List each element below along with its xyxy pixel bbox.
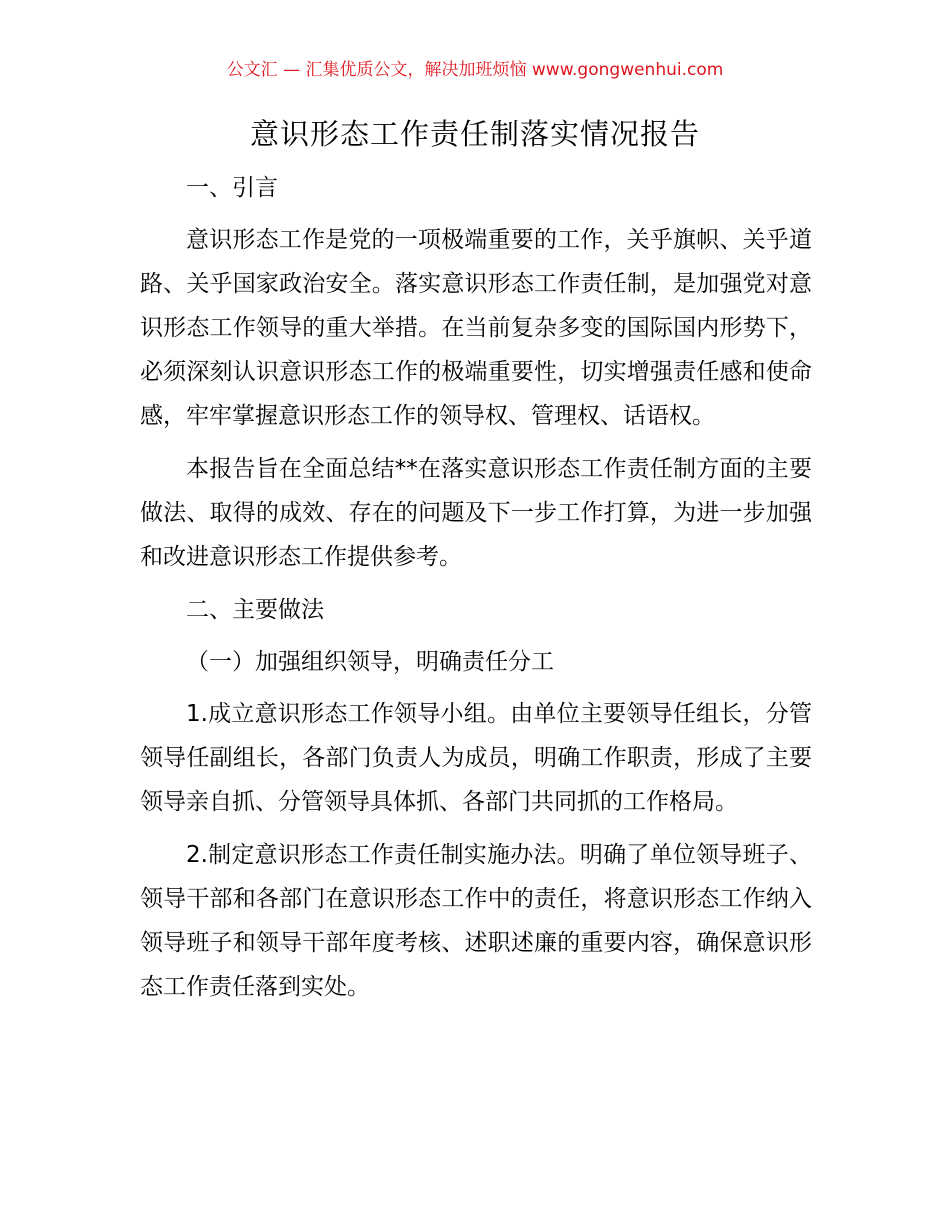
paragraph-intro-1: 意识形态工作是党的一项极端重要的工作，关乎旗帜、关乎道路、关乎国家政治安全。落实意识形态工作责任制，是加强党对意识形态工作领导的重大举措。在当前复杂多变的国际国内形势下，必须深刻认识意识形态工作的极端重要性，切实增强责任感和使命感，牢牢掌握意识形态工作的领导权、管理权、话语权。: [140, 227, 812, 429]
subsection-heading-organization: （一）加强组织领导，明确责任分工: [186, 649, 554, 675]
document-body: [140, 166, 812, 1018]
paragraph-item-1: 1.成立意识形态工作领导小组。由单位主要领导任组长，分管领导任副组长，各部门负责人为成员，明确工作职责，形成了主要领导亲自抓、分管领导具体抓、各部门共同抓的工作格局。: [140, 701, 812, 815]
paragraph-intro-2: 本报告旨在全面总结**在落实意识形态工作责任制方面的主要做法、取得的成效、存在的问题及下一步工作打算，为进一步加强和改进意识形态工作提供参考。: [140, 456, 812, 570]
paragraph-item-2: 2.制定意识形态工作责任制实施办法。明确了单位领导班子、领导干部和各部门在意识形态工作中的责任，将意识形态工作纳入领导班子和领导干部年度考核、述职述廉的重要内容，确保意识形态工作责任落到实处。: [140, 842, 812, 1000]
document-title: 意识形态工作责任制落实情况报告: [249, 117, 700, 151]
header-banner: 公文汇 — 汇集优质公文，解决加班烦恼 www.gongwenhui.com: [226, 60, 724, 80]
section-heading-intro: 一、引言: [186, 175, 278, 201]
section-heading-practices: 二、主要做法: [186, 597, 324, 623]
